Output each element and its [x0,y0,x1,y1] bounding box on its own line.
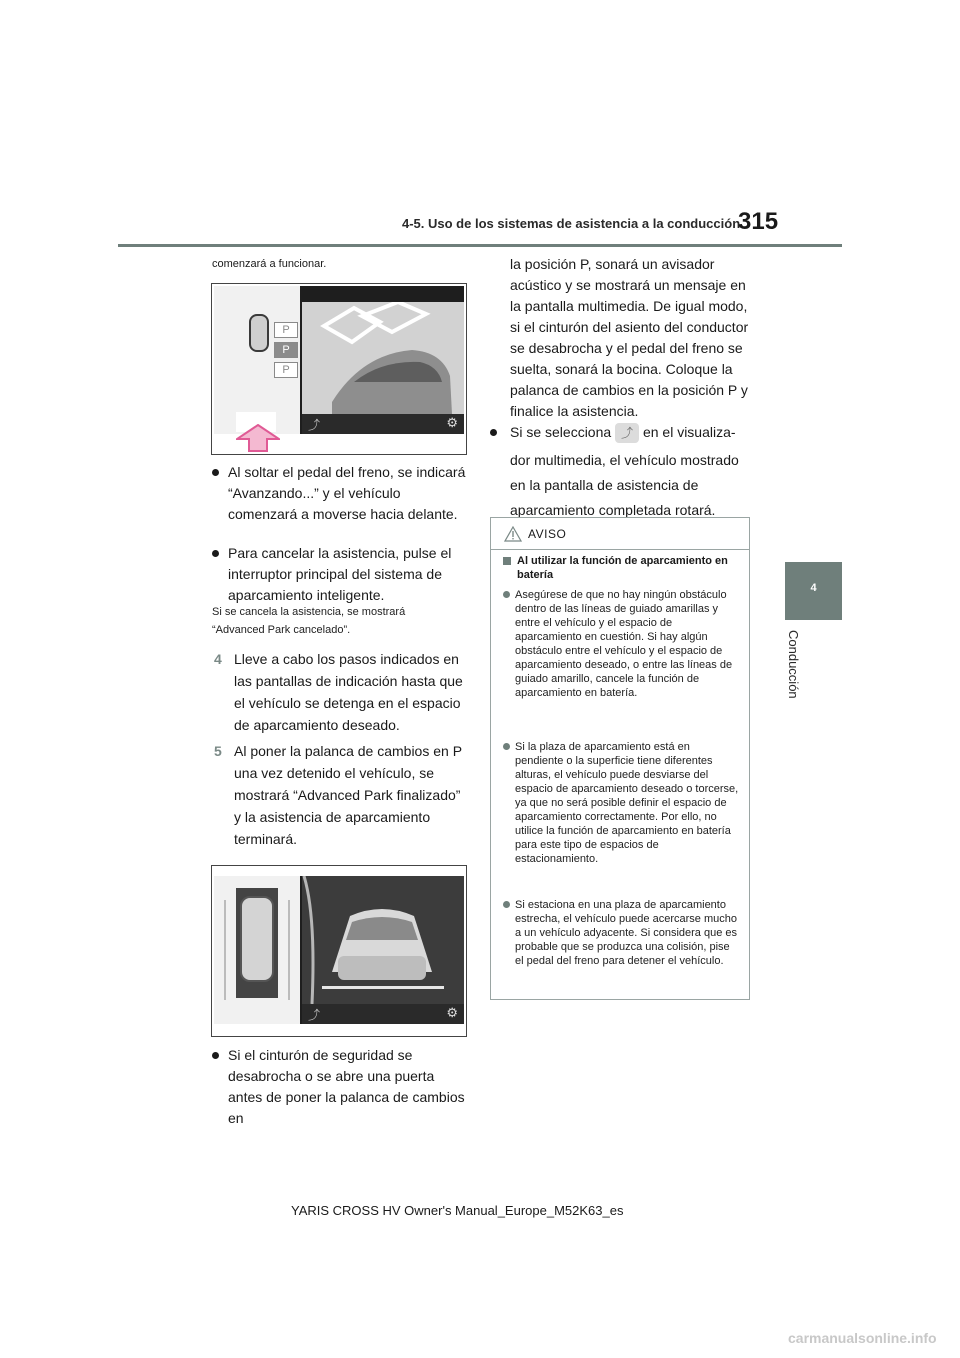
parking-slot-2-selected: P [274,342,298,358]
settings-gear-icon[interactable]: ⚙ [446,1005,458,1020]
warning-triangle-icon [504,526,522,542]
warning-subheading [503,554,739,582]
parking-lines-illustration [302,302,464,414]
screen-bottom-bar [302,414,464,434]
parking-slot-1: P [274,322,298,338]
settings-gear-icon[interactable]: ⚙ [446,415,458,430]
camera-view [302,302,464,414]
bullet-text: Si el cinturón de seguridad se desabrocha o se abre una puerta antes de poner la palanca de cambios en [228,1047,465,1126]
rotate-vehicle-icon: ⤴ [615,423,639,443]
park-assist-icon[interactable]: ⤴ [308,418,321,432]
pointer-arrow-icon [236,424,280,452]
warning-header [491,518,749,550]
camera-view [302,876,464,1004]
warning-item [503,588,741,700]
warning-bullet [503,901,510,908]
bullet-text-rest: dor multimedia, el vehículo mostrado en la pantalla de asistencia de aparcamiento completada rotará. [510,452,739,518]
bay-line-left [224,900,226,1000]
warning-item [503,898,741,968]
front-car-illustration [302,876,464,1004]
bullet-release-brake [212,462,467,525]
bullet-rotate-vehicle [490,420,750,523]
bullet-text: Para cancelar la asistencia, pulse el interruptor principal del sistema de aparcamiento inteligente. [228,545,452,603]
page-number: 315 [738,208,779,235]
subheading-text: Al utilizar la función de aparcamiento en batería [517,555,728,581]
watermark: carmanualsonline.info [788,1330,937,1346]
warning-bullet [503,591,510,598]
bullet-dot [212,1052,219,1059]
cancel-note: Si se cancela la asistencia, se mostrará “Advanced Park cancelado”. [212,606,406,636]
bullet-dot [490,429,497,436]
car-top-view [240,896,274,982]
footer-manual-id: YARIS CROSS HV Owner's Manual_Europe_M52K63_es [291,1203,624,1218]
continuation-text: la posición P, sonará un avisador acústico y se mostrará un mensaje en la pantalla multimedia. De igual modo, si el cinturón del asiento del conductor se desabrocha y el pedal del freno se suelta, sonará la bocina. Coloque la palanca de cambios en la posición P y finalice la asistencia. [510,256,749,419]
warning-box [490,517,750,1000]
figure-parking-screen-1 [211,283,467,455]
step-number: 4 [214,651,222,667]
figure-parking-screen-2 [211,865,467,1037]
screen-bottom-bar [302,1004,464,1024]
chapter-label: Conducción [786,630,801,699]
parking-slot-3: P [274,362,298,378]
car-top-view [249,314,269,352]
warning-item [503,740,741,866]
step-4 [214,648,467,736]
step-5 [214,740,467,850]
bullet-text-post: en el visualiza- [642,424,736,440]
bullet-seatbelt [212,1045,467,1129]
warning-item-text: Si la plaza de aparcamiento está en pendiente o la superficie tiene diferentes alturas, el vehículo puede desviarse del espacio de aparcamiento deseado o torcerse, ya que no será posible definir el espacio de aparcamiento correctamente. Por ello, no utilice la función de aparcamiento en batería para este tipo de espacios de estacionamiento. [515,741,739,865]
bullet-text: Al soltar el pedal del freno, se indicará “Avanzando...” y el vehículo comenzará a moverse hacia delante. [228,464,466,522]
bird-view-panel [214,286,300,434]
bullet-text-pre: Si se selecciona [510,424,612,440]
bay-line-right [288,900,290,1000]
warning-bullet [503,743,510,750]
section-title: 4-5. Uso de los sistemas de asistencia a la conducción [402,216,741,231]
bullet-dot [212,469,219,476]
subheading-square-icon [503,557,511,565]
warning-title: AVISO [528,527,567,541]
step-number: 5 [214,743,222,759]
bullet-cancel-assist [212,543,467,606]
step-text: Al poner la palanca de cambios en P una vez detenido el vehículo, se mostrará “Advanced Park finalizado” y la asistencia de aparcamiento terminará. [234,743,462,847]
header-divider [118,244,842,247]
bullet-dot [212,550,219,557]
bird-view-panel [214,876,300,1024]
figure1-display [214,286,464,434]
step-text: Lleve a cabo los pasos indicados en las pantallas de indicación hasta que el vehículo se detenga en el espacio de aparcamiento deseado. [234,651,463,733]
warning-item-text: Asegúrese de que no hay ningún obstáculo dentro de las líneas de guiado amarillas y entre el vehículo y el espacio de aparcamiento en cuestión. Si hay algún obstáculo entre el vehículo y el espacio de aparcamiento deseado, o entre las líneas de guiado amarillo, cancele la función de aparcamiento en batería. [515,589,733,699]
warning-item-text: Si estaciona en una plaza de aparcamiento estrecha, el vehículo puede acercarse mucho a un vehículo adyacente. Si considera que es probable que se produzca una colisión, pise el pedal del freno para detener el vehículo. [515,899,737,967]
rotate-view-icon[interactable]: ⤴ [308,1008,321,1022]
chapter-tab: 4 [785,562,842,620]
lead-text: comenzará a funcionar. [212,258,327,270]
figure2-display [214,876,464,1024]
